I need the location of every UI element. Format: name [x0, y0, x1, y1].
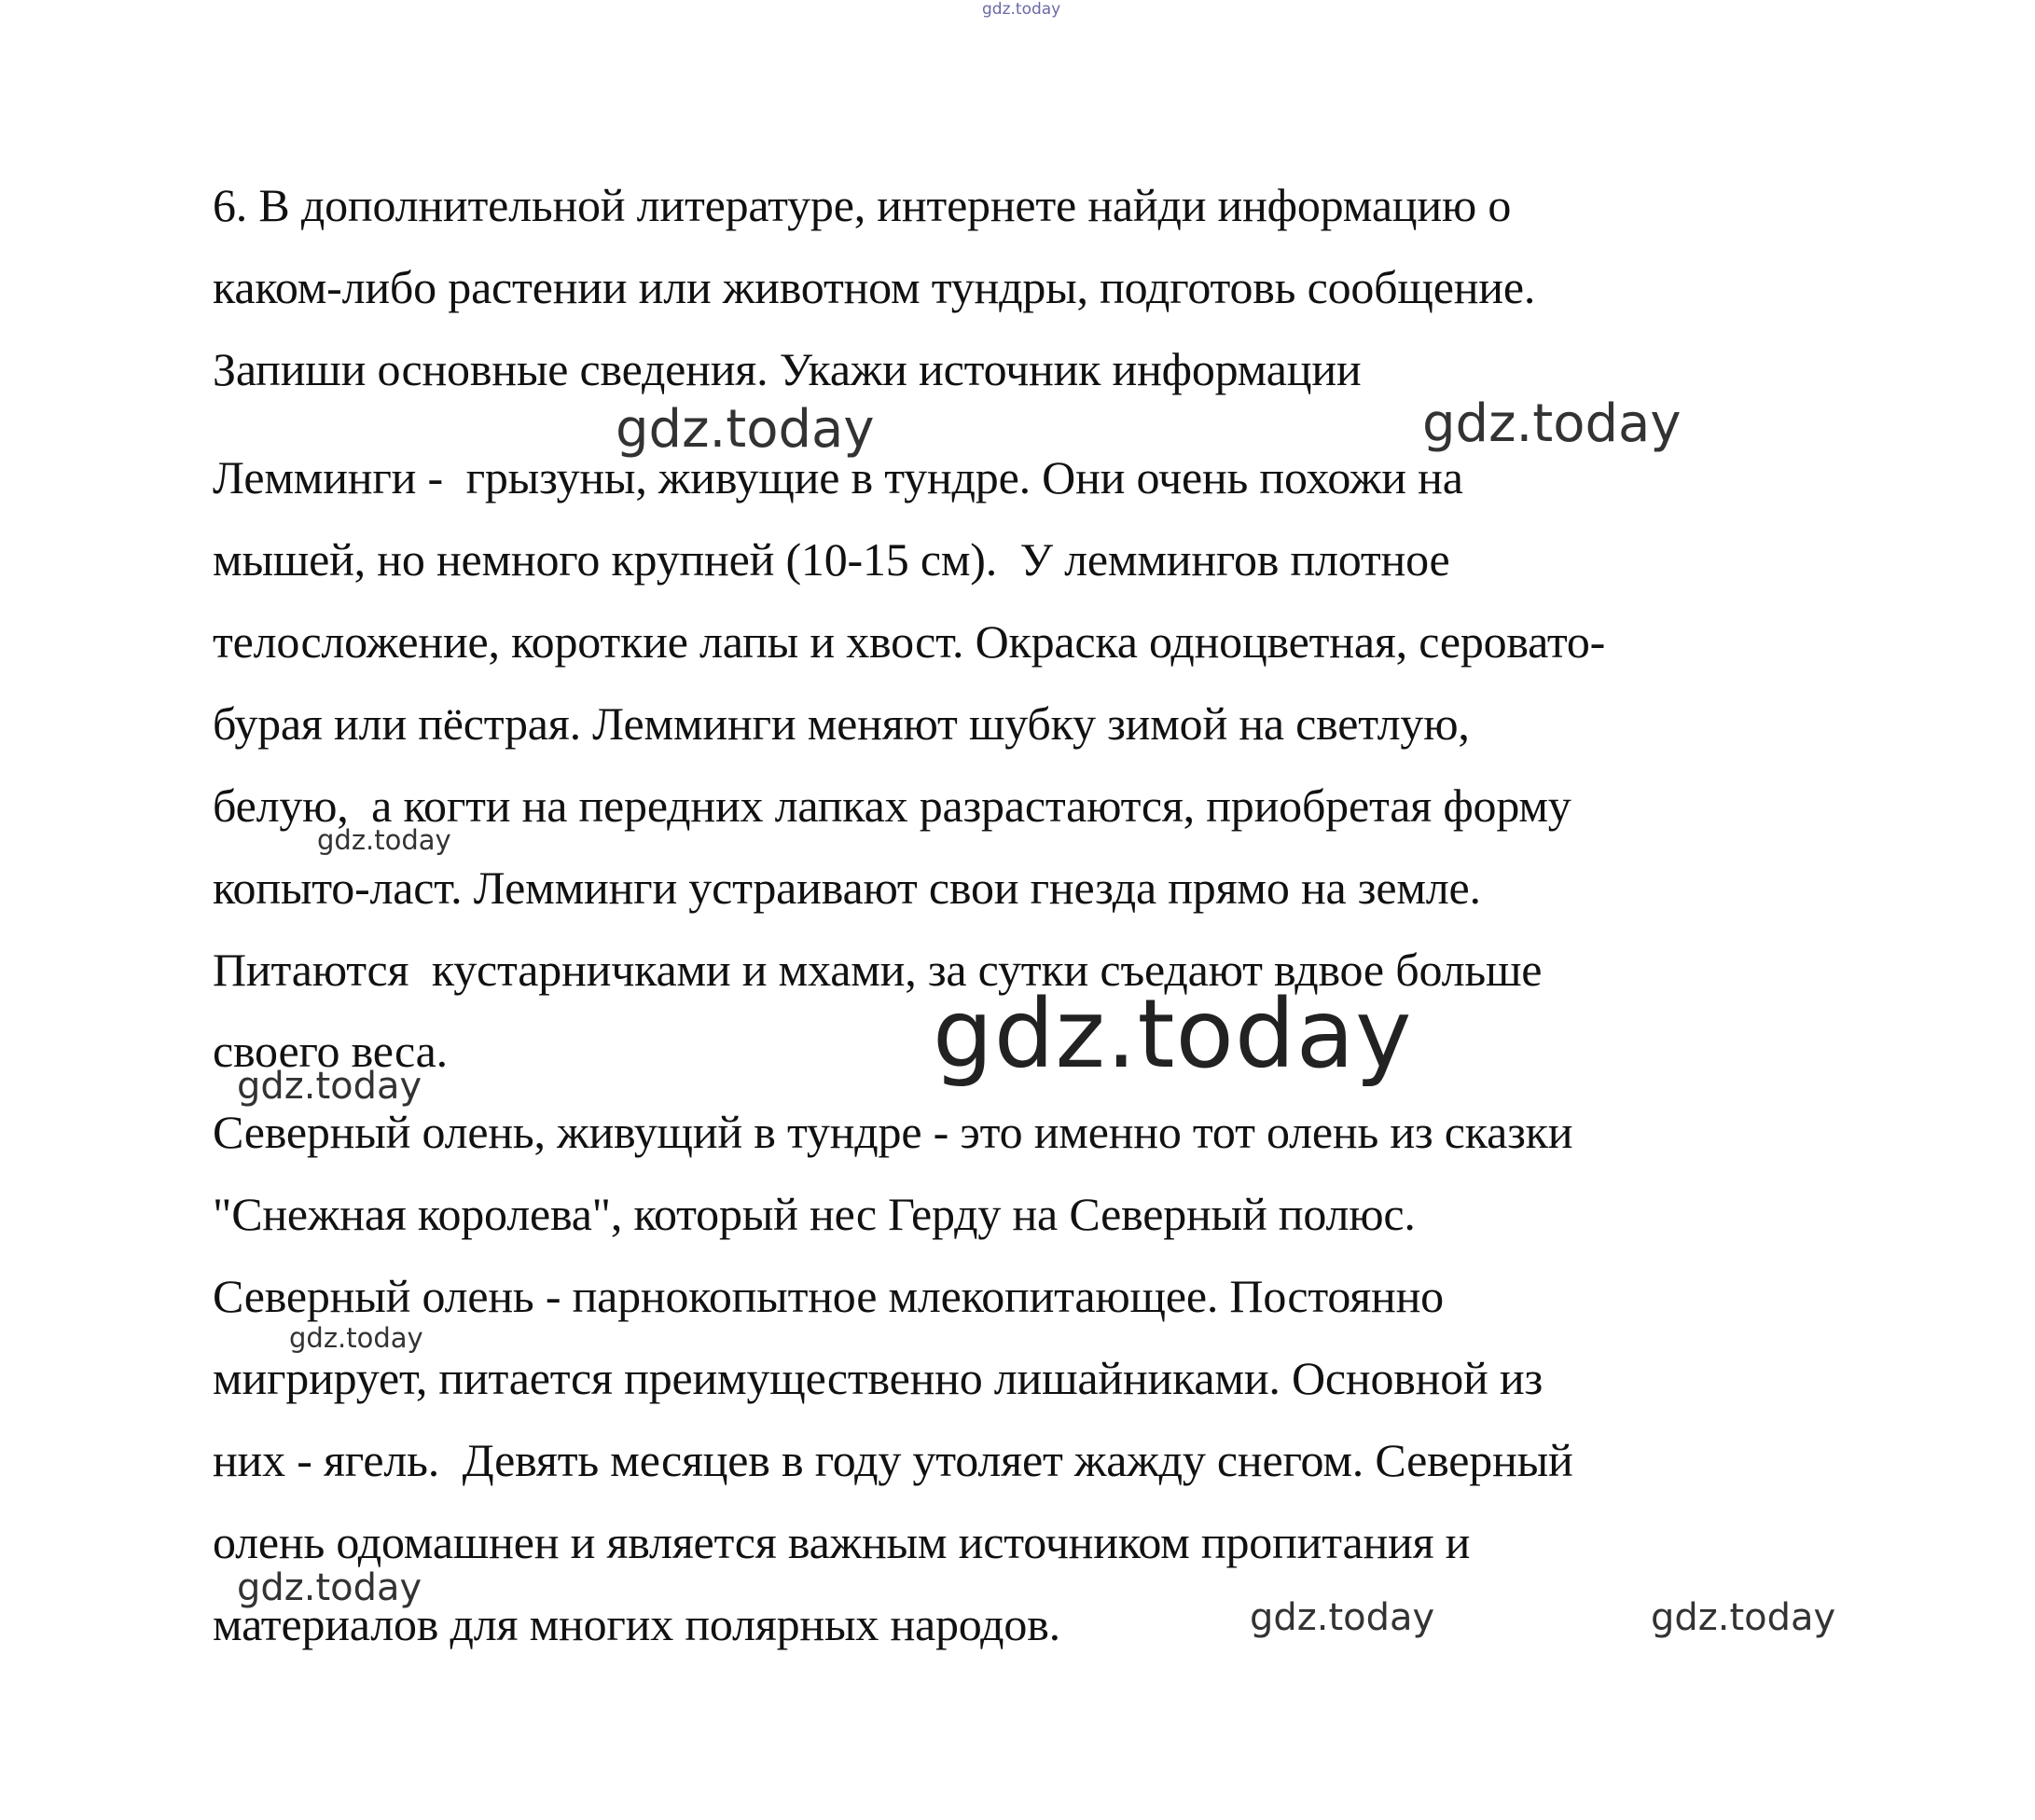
reindeer-line-6: олень одомашнен и является важным источником пропитания и — [213, 1516, 1471, 1568]
task-line-1: 6. В дополнительной литературе, интернете найди информацию о — [213, 179, 1512, 231]
lemmings-line-4: бурая или пёстрая. Лемминги меняют шубку зимой на светлую, — [213, 697, 1470, 750]
watermark-small-4: gdz.today — [237, 1566, 422, 1609]
reindeer-line-7: материалов для многих полярных народов. — [213, 1598, 1060, 1650]
watermark-center-xl: gdz.today — [933, 979, 1413, 1090]
lemmings-line-6: копыто-ласт. Лемминги устраивают свои гнезда прямо на земле. — [213, 862, 1481, 914]
lemmings-line-8: своего веса. — [213, 1025, 448, 1077]
reindeer-line-2: "Снежная королева", который нес Герду на Северный полюс. — [213, 1188, 1416, 1240]
watermark-small-1: gdz.today — [317, 824, 451, 856]
reindeer-line-5: них - ягель. Девять месяцев в году утоляет жажду снегом. Северный — [213, 1434, 1573, 1486]
watermark-left-large: gdz.today — [616, 399, 875, 460]
lemmings-line-5: белую, а когти на передних лапках разрастаются, приобретая форму — [213, 779, 1571, 832]
watermark-small-3: gdz.today — [289, 1322, 423, 1354]
reindeer-line-4: мигрирует, питается преимущественно лишайниками. Основной из — [213, 1352, 1543, 1404]
lemmings-line-1: Лемминги - грызуны, живущие в тундре. Они очень похожи на — [213, 451, 1463, 503]
lemmings-line-2: мышей, но немного крупней (10-15 см). У леммингов плотное — [213, 533, 1450, 586]
reindeer-line-1: Северный олень, живущий в тундре - это именно тот олень из сказки — [213, 1106, 1573, 1158]
reindeer-line-3: Северный олень - парнокопытное млекопитающее. Постоянно — [213, 1270, 1444, 1322]
task-line-2: каком-либо растении или животном тундры, подготовь сообщение. — [213, 261, 1536, 313]
watermark-small-2: gdz.today — [237, 1065, 422, 1108]
lemmings-line-7: Питаются кустарничками и мхами, за сутки съедают вдвое больше — [213, 944, 1543, 996]
task-line-3: Запиши основные сведения. Укажи источник информации — [213, 343, 1362, 395]
lemmings-line-3: телосложение, короткие лапы и хвост. Окраска одноцветная, серовато- — [213, 615, 1606, 668]
watermark-bottom-right: gdz.today — [1651, 1596, 1836, 1639]
watermark-bottom-mid: gdz.today — [1250, 1596, 1435, 1639]
watermark-top: gdz.today — [982, 0, 1061, 19]
watermark-right-large: gdz.today — [1422, 393, 1682, 454]
